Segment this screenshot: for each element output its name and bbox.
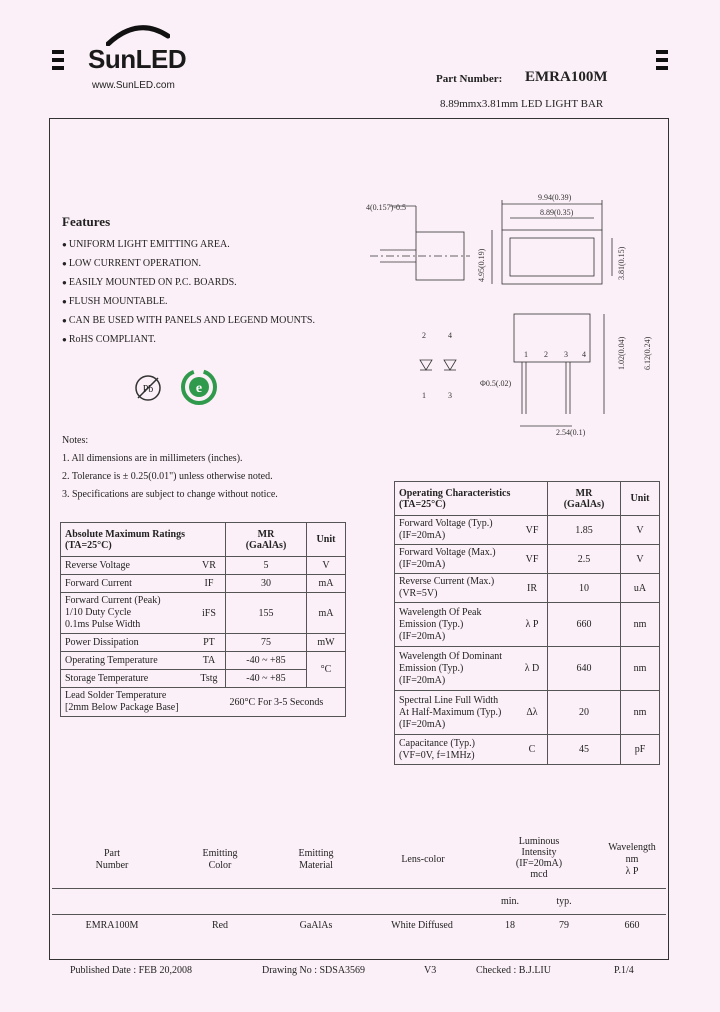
sel-header-part: Part Number [95,848,129,871]
sel-header-emit-color: Emitting Color [202,848,238,871]
notes [62,432,278,504]
feature-item: ● EASILY MOUNTED ON P.C. BOARDS. [62,273,315,292]
sel-cell-lens: White Diffused [391,920,453,931]
diode-right-icon [444,360,456,370]
dim-width-inner: 8.89(0.35) [540,208,574,217]
op-char-table [394,481,660,765]
abs-max-col-mr: MR (GaAlAs) [226,523,307,557]
features-list [62,235,315,349]
footer-page: P.1/4 [614,965,634,976]
part-description: 8.89mmx3.81mm LED LIGHT BAR [440,98,604,110]
selection-table [52,832,666,944]
pin-label: 4 [448,331,452,340]
op-char-header: Operating Characteristics (TA=25°C) [395,482,548,516]
logo-url: www.SunLED.com [92,80,175,91]
dim-height-left: 4.95(0.19) [477,248,486,282]
feature-item: ● RoHS COMPLIANT. [62,330,315,349]
table-row: Forward Current (Peak) 1/10 Duty Cycle 0.1ms Pulse Width iFS 155 mA [61,593,346,634]
sel-cell-typ: 79 [559,920,569,931]
table-row: Forward Voltage (Typ.) (IF=20mA) VF 1.85 V [395,516,660,545]
footer-drawing-no: Drawing No : SDSA3569 [262,965,366,976]
sel-cell-wavelength: 660 [624,920,640,931]
sel-header-wavelength: Wavelength nm λ P [608,842,656,877]
table-row: Reverse Current (Max.) (VR=5V) IR 10 uA [395,574,660,603]
pin-label: 4 [582,350,586,359]
top-view-inner [510,238,594,276]
table-row: Capacitance (Typ.) (VF=0V, f=1MHz) C 45 pF [395,735,660,765]
sel-header-lens: Lens-color [401,854,445,865]
sel-cell-color: Red [211,920,229,931]
rohs-e-icon [180,368,218,411]
dim-lead-short: 1.02(0.04) [617,336,626,370]
table-row: Power Dissipation PT 75 mW [61,634,346,652]
sel-cell-part: EMRA100M [85,920,139,931]
table-row: Wavelength Of Dominant Emission (Typ.) (IF=20mA) λ D 640 nm [395,647,660,691]
table-row: Spectral Line Full Width At Half-Maximum (Typ.) (IF=20mA) Δλ 20 nm [395,691,660,735]
table-row: Operating Temperature TA -40 ~ +85 °C [61,652,346,670]
sel-header-luminous: Luminous Intensity (IF=20mA) mcd [515,836,563,880]
e-icon-text: e [195,381,203,396]
feature-item: ● CAN BE USED WITH PANELS AND LEGEND MOUNTS. [62,311,315,330]
features-title: Features [62,214,111,229]
sel-divider [52,888,666,889]
left-bars-icon [52,50,64,74]
footer-version: V3 [424,965,437,976]
right-bars-icon [656,50,668,74]
pin-label: 3 [448,391,452,400]
pin-label: 1 [524,350,528,359]
dim-lead-dia: Φ0.5(.02) [480,379,512,388]
abs-max-header: Absolute Maximum Ratings (TA=25°C) [61,523,226,557]
table-row: Reverse Voltage VR 5 V [61,557,346,575]
package-drawing [360,190,660,440]
sel-divider [52,914,666,915]
abs-max-table [60,522,346,717]
pin-label: 2 [422,331,426,340]
footer-checked: Checked : B.J.LIU [476,965,551,976]
sel-header-min: min. [500,896,520,907]
table-row: Wavelength Of Peak Emission (Typ.) (IF=20mA) λ P 660 nm [395,603,660,647]
feature-item: ● FLUSH MOUNTABLE. [62,292,315,311]
pb-icon-text: Pb [142,384,154,395]
table-row: Storage Temperature Tstg -40 ~ +85 [61,670,346,688]
part-number: EMRA100M [525,69,608,85]
op-char-col-unit: Unit [621,482,660,516]
table-row: Forward Voltage (Max.) (IF=20mA) VF 2.5 V [395,545,660,574]
note-item: 2. Tolerance is ± 0.25(0.01") unless otherwise noted. [62,471,273,482]
table-row: Lead Solder Temperature [2mm Below Package Base] 260°C For 3-5 Seconds [61,688,346,717]
sel-header-typ: typ. [556,896,572,907]
logo-text: SunLED [88,44,187,74]
table-row: Forward Current IF 30 mA [61,575,346,593]
part-number-label: Part Number: [436,73,503,85]
sel-cell-material: GaAlAs [299,920,333,931]
diode-left-icon [420,360,432,370]
feature-item: ● LOW CURRENT OPERATION. [62,254,315,273]
pin-label: 1 [422,391,426,400]
dim-lead-long: 6.12(0.24) [643,336,652,370]
dim-height-right: 3.81(0.15) [617,246,626,280]
sel-header-emit-material: Emitting Material [298,848,334,871]
pin-label: 3 [564,350,568,359]
dim-pitch: 2.54(0.1) [556,428,586,437]
note-item: 1. All dimensions are in millimeters (inches). [62,453,243,464]
sel-cell-min: 18 [505,920,515,931]
notes-title: Notes: [62,435,89,446]
dim-top-left: 4(0.157)-0.5 [366,203,406,212]
dim-width-outer: 9.94(0.39) [538,193,572,202]
pb-free-icon [132,372,164,409]
abs-max-col-unit: Unit [307,523,346,557]
footer-published: Published Date : FEB 20,2008 [70,965,192,976]
feature-item: ● UNIFORM LIGHT EMITTING AREA. [62,235,315,254]
pin-label: 2 [544,350,548,359]
op-char-col-mr: MR (GaAlAs) [548,482,621,516]
note-item: 3. Specifications are subject to change without notice. [62,489,278,500]
